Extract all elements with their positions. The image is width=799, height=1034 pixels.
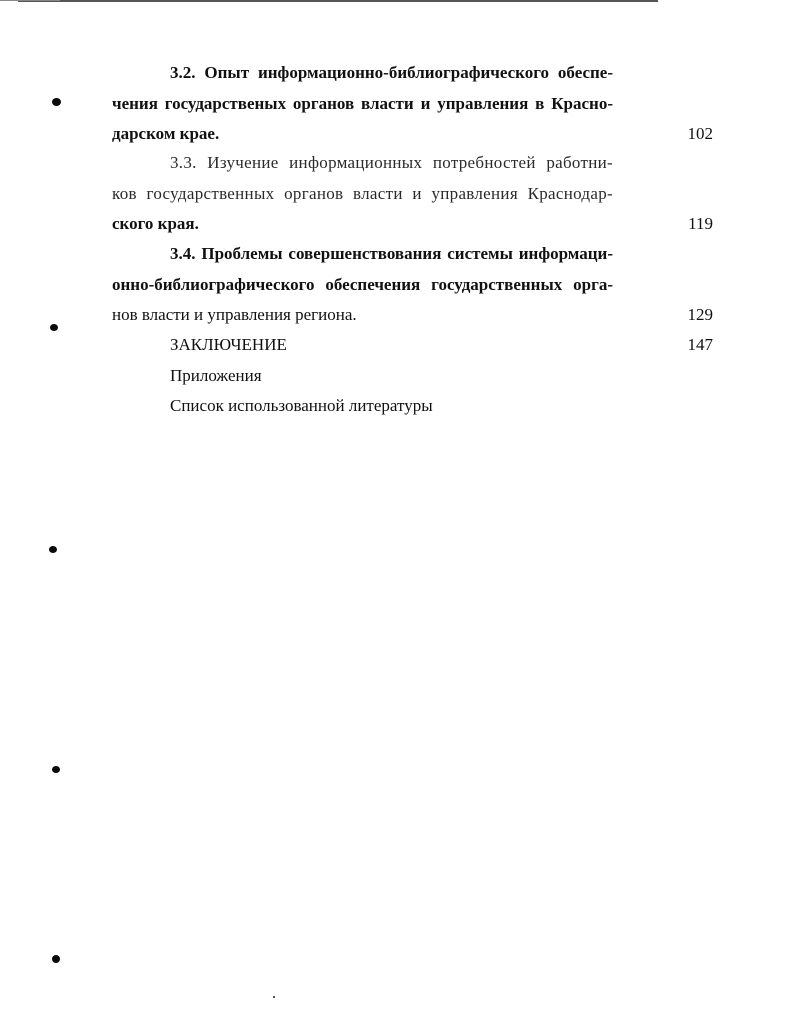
toc-entry-conclusion-title: ЗАКЛЮЧЕНИЕ	[170, 335, 287, 354]
punch-hole-mark	[52, 766, 60, 773]
toc-entry-3-3-line-1: 3.3. Изучение информационных потребностей работни-	[170, 153, 613, 172]
punch-hole-mark	[49, 546, 57, 553]
toc-entry-3-3-page: 119	[688, 214, 713, 233]
toc-entry-3-2-line-2: чения государственых органов власти и управления в Красно-	[112, 94, 613, 113]
toc-entry-references-title: Список использованной литературы	[170, 396, 433, 415]
toc-entry-3-2-line-1: 3.2. Опыт информационно-библиографического обеспе-	[170, 63, 613, 82]
punch-hole-mark	[52, 955, 60, 963]
punch-hole-mark	[52, 98, 61, 106]
punch-hole-mark	[50, 324, 58, 331]
toc-entry-3-3-line-3: ского края.	[112, 214, 199, 233]
toc-entry-3-4-line-1: 3.4. Проблемы совершенствования системы информаци-	[170, 244, 613, 263]
toc-entry-3-2-page: 102	[687, 124, 713, 143]
toc-entry-appendices-title: Приложения	[170, 366, 262, 385]
toc-entry-3-4-line-2: онно-библиографического обеспечения государственных орга-	[112, 275, 613, 294]
toc-entry-3-3-line-2: ков государственных органов власти и управления Краснодар-	[112, 184, 613, 203]
toc-entry-3-4-line-3: нов власти и управления региона.	[112, 305, 357, 324]
toc-entry-conclusion-page: 147	[687, 335, 713, 354]
toc-entry-3-4-page: 129	[687, 305, 713, 324]
scan-speck	[273, 996, 275, 998]
toc-entry-3-2-line-3: дарском крае.	[112, 124, 220, 143]
